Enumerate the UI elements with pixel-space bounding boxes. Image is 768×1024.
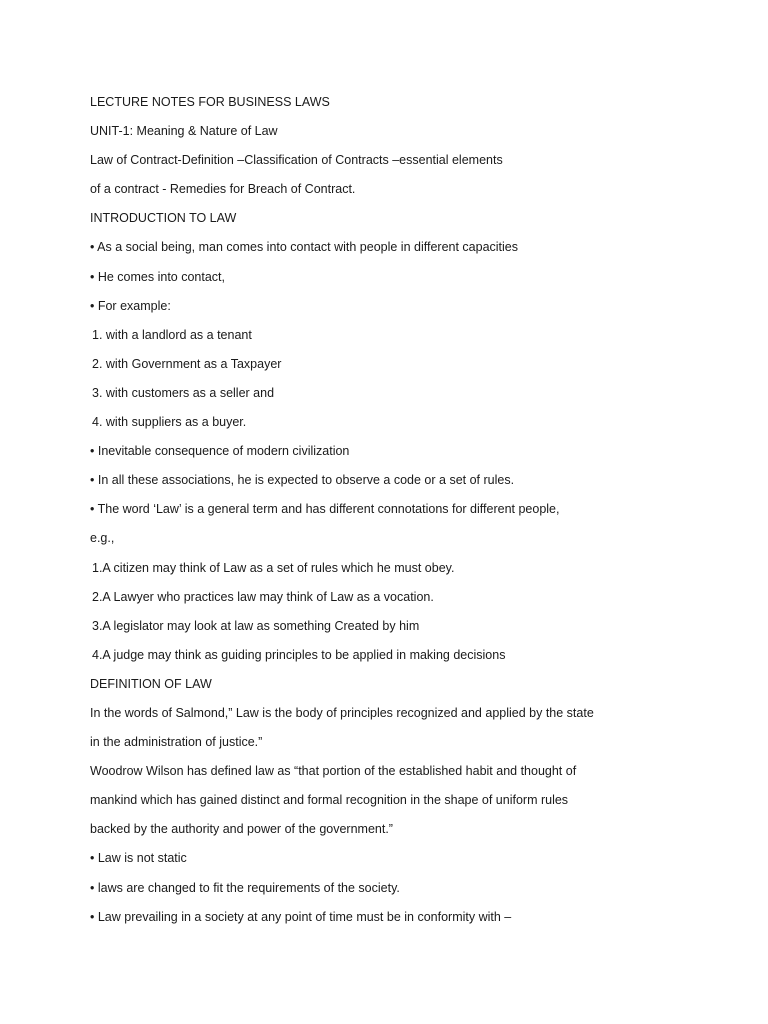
unit-heading: UNIT-1: Meaning & Nature of Law — [90, 124, 278, 139]
numbered-item: 2.A Lawyer who practices law may think of Law as a vocation. — [92, 589, 434, 604]
numbered-item: 4. with suppliers as a buyer. — [92, 415, 247, 430]
text-line: in the administration of justice.” — [90, 735, 263, 750]
doc-title: LECTURE NOTES FOR BUSINESS LAWS — [90, 95, 330, 109]
text-line: Woodrow Wilson has defined law as “that portion of the established habit and thought of — [90, 764, 577, 779]
section-heading-intro: INTRODUCTION TO LAW — [90, 211, 237, 226]
text-line: In the words of Salmond,” Law is the body of principles recognized and applied by the state — [90, 705, 594, 720]
document-body — [90, 92, 730, 936]
numbered-item: 2. with Government as a Taxpayer — [92, 356, 282, 371]
bullet-line: • He comes into contact, — [90, 269, 225, 284]
bullet-line: • The word ‘Law’ is a general term and has different connotations for different people, — [90, 502, 560, 517]
text-line: e.g., — [90, 531, 115, 546]
bullet-line: • Inevitable consequence of modern civilization — [90, 444, 350, 459]
bullet-line: • As a social being, man comes into contact with people in different capacities — [90, 240, 518, 255]
bullet-line: • For example: — [90, 298, 171, 313]
bullet-line: • In all these associations, he is expected to observe a code or a set of rules. — [90, 473, 515, 488]
bullet-line: • Law is not static — [90, 851, 187, 866]
numbered-item: 3.A legislator may look at law as something Created by him — [92, 618, 420, 633]
syllabus-line: Law of Contract-Definition –Classification of Contracts –essential elements — [90, 153, 503, 168]
section-heading-definition: DEFINITION OF LAW — [90, 676, 212, 691]
text-line: mankind which has gained distinct and formal recognition in the shape of uniform rules — [90, 793, 569, 808]
numbered-item: 3. with customers as a seller and — [92, 385, 275, 400]
bullet-line: • Law prevailing in a society at any point of time must be in conformity with – — [90, 909, 512, 924]
text-line: backed by the authority and power of the government.” — [90, 822, 393, 837]
numbered-item: 1.A citizen may think of Law as a set of rules which he must obey. — [92, 560, 455, 575]
bullet-line: • laws are changed to fit the requirements of the society. — [90, 880, 400, 895]
numbered-item: 1. with a landlord as a tenant — [92, 327, 252, 342]
syllabus-line: of a contract - Remedies for Breach of Contract. — [90, 182, 356, 197]
numbered-item: 4.A judge may think as guiding principles to be applied in making decisions — [92, 647, 506, 662]
